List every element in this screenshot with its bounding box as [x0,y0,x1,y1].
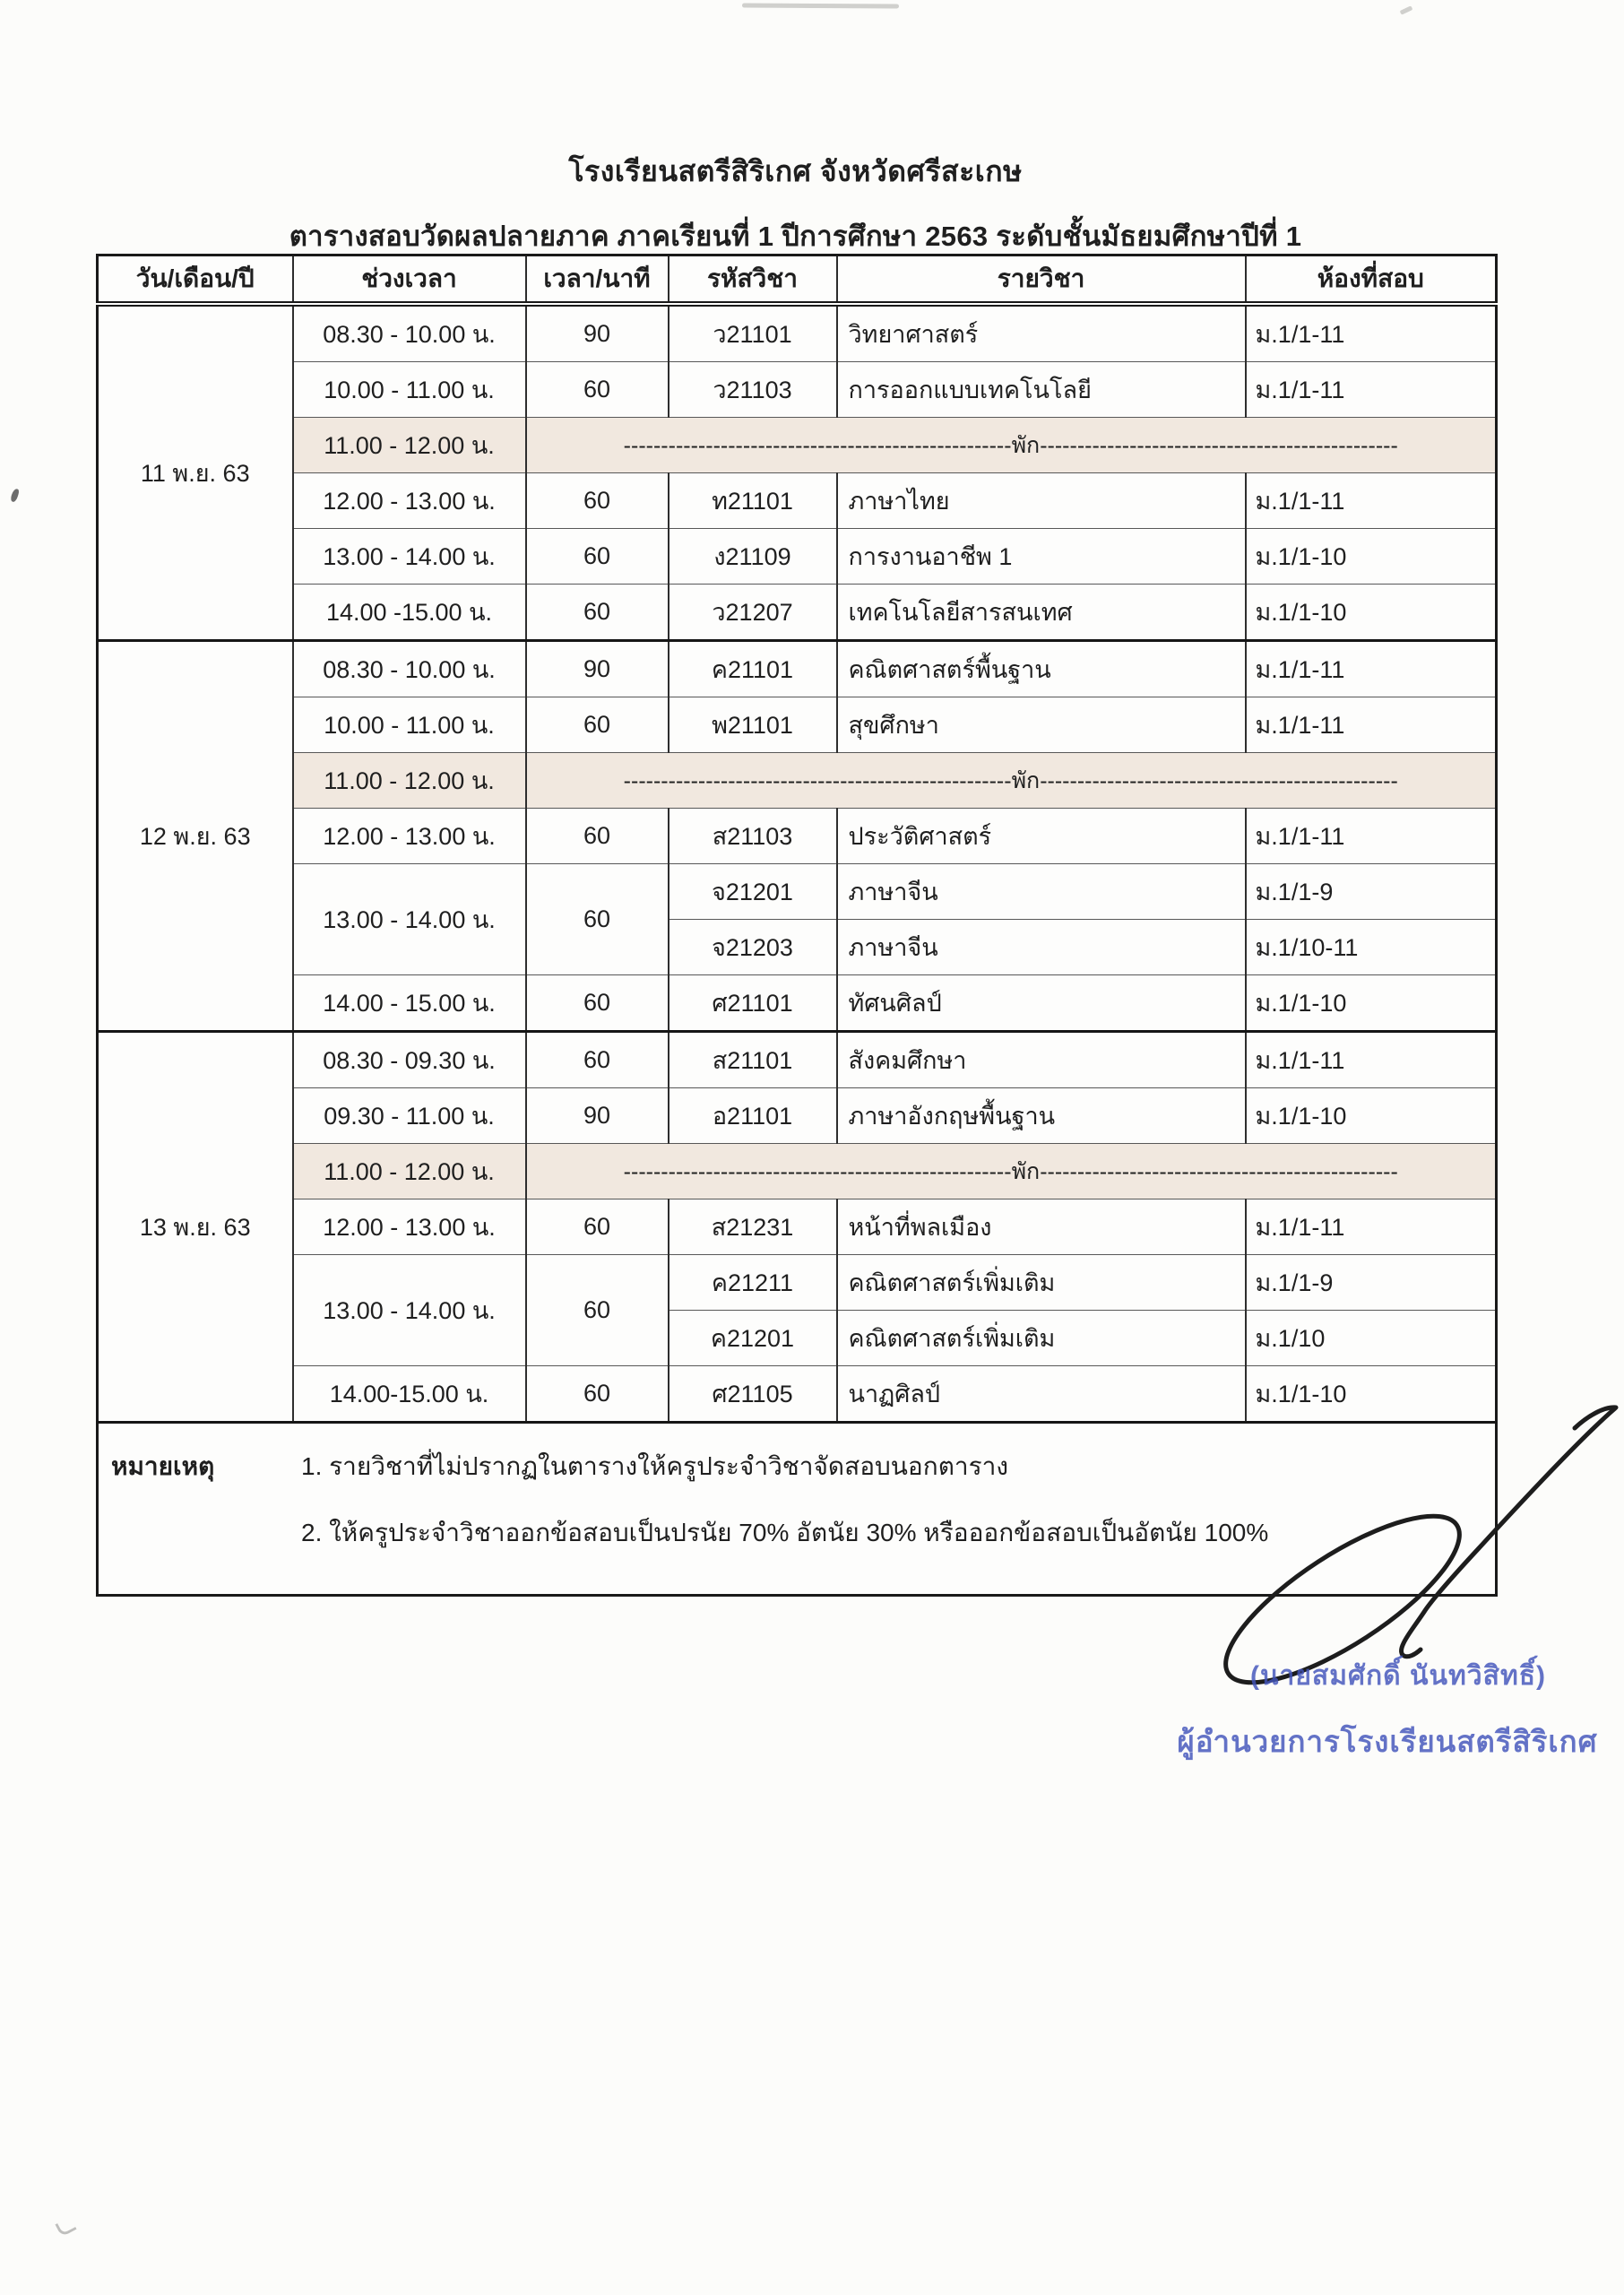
subject-name-cell: คณิตศาสตร์เพิ่มเติม [837,1311,1246,1366]
table-row [98,585,1497,641]
subject-code-cell: ค21201 [669,1311,837,1366]
subject-code-cell: ค21101 [669,641,837,697]
break-row [98,418,1497,473]
table-row [98,975,1497,1032]
note-item: 2. ให้ครูประจำวิชาออกข้อสอบเป็นปรนัย 70% อัตนัย 30% หรือออกข้อสอบเป็นอัตนัย 100% [301,1519,1269,1546]
header-row [98,255,1497,305]
time-cell: 14.00 - 15.00 น. [293,975,526,1032]
exam-room-cell: ม.1/1-11 [1246,1199,1497,1255]
subject-code-cell: จ21203 [669,920,837,975]
exam-room-cell: ม.1/1-10 [1246,529,1497,585]
subject-name-cell: การงานอาชีพ 1 [837,529,1246,585]
exam-room-cell: ม.1/1-11 [1246,641,1497,697]
header-exam-room: ห้องที่สอบ [1246,255,1497,305]
time-cell: 13.00 - 14.00 น. [293,864,526,975]
time-cell: 14.00 -15.00 น. [293,585,526,641]
scan-artifact [55,2216,76,2237]
header-date: วัน/เดือน/ปี [98,255,293,305]
subject-code-cell: จ21201 [669,864,837,920]
table-row [98,362,1497,418]
time-cell: 11.00 - 12.00 น. [293,418,526,473]
exam-room-cell: ม.1/1-11 [1246,809,1497,864]
subject-code-cell: ส21101 [669,1032,837,1088]
minutes-cell: 60 [526,1199,669,1255]
time-cell: 10.00 - 11.00 น. [293,697,526,753]
time-cell: 12.00 - 13.00 น. [293,809,526,864]
exam-room-cell: ม.1/1-11 [1246,697,1497,753]
subject-name-cell: ภาษาไทย [837,473,1246,529]
subject-name-cell: สังคมศึกษา [837,1032,1246,1088]
minutes-cell: 60 [526,362,669,418]
table-row [98,864,1497,920]
subject-name-cell: ภาษาจีน [837,920,1246,975]
subject-code-cell: ส21103 [669,809,837,864]
notes-row [98,1423,1497,1596]
director-title-stamp: ผู้อำนวยการโรงเรียนสตรีสิริเกศ [1177,1725,1598,1758]
header-minutes: เวลา/นาที [526,255,669,305]
break-cell: ----------------------------------------------------พัก------------------------------------------------ [526,753,1497,809]
minutes-cell: 60 [526,585,669,641]
subject-name-cell: วิทยาศาสตร์ [837,304,1246,362]
minutes-cell: 90 [526,641,669,697]
subject-name-cell: ทัศนศิลป์ [837,975,1246,1032]
break-cell: ----------------------------------------------------พัก------------------------------------------------ [526,418,1497,473]
break-cell: ----------------------------------------------------พัก------------------------------------------------ [526,1144,1497,1199]
table-row [98,1255,1497,1311]
table-row [98,529,1497,585]
exam-room-cell: ม.1/1-10 [1246,975,1497,1032]
subject-code-cell: ว21207 [669,585,837,641]
subject-code-cell: ท21101 [669,473,837,529]
minutes-cell: 60 [526,473,669,529]
time-cell: 13.00 - 14.00 น. [293,1255,526,1366]
time-cell: 10.00 - 11.00 น. [293,362,526,418]
subject-code-cell: ศ21101 [669,975,837,1032]
time-cell: 11.00 - 12.00 น. [293,1144,526,1199]
time-cell: 09.30 - 11.00 น. [293,1088,526,1144]
minutes-cell: 60 [526,697,669,753]
minutes-cell: 90 [526,304,669,362]
exam-room-cell: ม.1/10-11 [1246,920,1497,975]
subject-name-cell: คณิตศาสตร์พื้นฐาน [837,641,1246,697]
time-cell: 12.00 - 13.00 น. [293,1199,526,1255]
minutes-cell: 60 [526,529,669,585]
table-row [98,641,1497,697]
scan-artifact [10,488,20,502]
break-row [98,753,1497,809]
minutes-cell: 90 [526,1088,669,1144]
header-subject-name: รายวิชา [837,255,1246,305]
director-name-stamp: (นายสมศักดิ์ นันทวิสิทธิ์) [1249,1661,1547,1691]
date-cell: 12 พ.ย. 63 [98,641,293,1032]
scan-artifact [1400,5,1413,14]
subject-name-cell: การออกแบบเทคโนโลยี [837,362,1246,418]
exam-room-cell: ม.1/1-11 [1246,1032,1497,1088]
table-row [98,809,1497,864]
subject-name-cell: หน้าที่พลเมือง [837,1199,1246,1255]
table-row [98,697,1497,753]
exam-room-cell: ม.1/1-10 [1246,585,1497,641]
time-cell: 08.30 - 10.00 น. [293,304,526,362]
exam-room-cell: ม.1/1-11 [1246,362,1497,418]
table-row [98,1366,1497,1423]
exam-room-cell: ม.1/10 [1246,1311,1497,1366]
subject-code-cell: ง21109 [669,529,837,585]
subject-name-cell: คณิตศาสตร์เพิ่มเติม [837,1255,1246,1311]
table-row [98,1088,1497,1144]
minutes-cell: 60 [526,1255,669,1366]
exam-room-cell: ม.1/1-10 [1246,1088,1497,1144]
exam-room-cell: ม.1/1-9 [1246,864,1497,920]
subject-code-cell: พ21101 [669,697,837,753]
exam-schedule-table [96,254,1498,1597]
table-row [98,304,1497,362]
break-row [98,1144,1497,1199]
subject-code-cell: อ21101 [669,1088,837,1144]
notes-label: หมายเหตุ [111,1452,215,1480]
subject-code-cell: ค21211 [669,1255,837,1311]
subject-name-cell: สุขศึกษา [837,697,1246,753]
table-row [98,1199,1497,1255]
note-item: 1. รายวิชาที่ไม่ปรากฏในตารางให้ครูประจำวิชาจัดสอบนอกตาราง [301,1452,1009,1480]
time-cell: 13.00 - 14.00 น. [293,529,526,585]
notes-cell [98,1423,1497,1596]
header-time-range: ช่วงเวลา [293,255,526,305]
subject-name-cell: ภาษาจีน [837,864,1246,920]
subject-name-cell: นาฏศิลป์ [837,1366,1246,1423]
subject-name-cell: ประวัติศาสตร์ [837,809,1246,864]
subject-code-cell: ศ21105 [669,1366,837,1423]
subject-code-cell: ส21231 [669,1199,837,1255]
subject-code-cell: ว21101 [669,304,837,362]
subject-code-cell: ว21103 [669,362,837,418]
table-row [98,1032,1497,1088]
time-cell: 12.00 - 13.00 น. [293,473,526,529]
exam-room-cell: ม.1/1-10 [1246,1366,1497,1423]
minutes-cell: 60 [526,864,669,975]
table-row [98,473,1497,529]
date-cell: 11 พ.ย. 63 [98,304,293,641]
minutes-cell: 60 [526,1366,669,1423]
exam-schedule-subtitle: ตารางสอบวัดผลปลายภาค ภาคเรียนที่ 1 ปีการศึกษา 2563 ระดับชั้นมัธยมศึกษาปีที่ 1 [289,221,1302,252]
time-cell: 11.00 - 12.00 น. [293,753,526,809]
date-cell: 13 พ.ย. 63 [98,1032,293,1423]
subject-name-cell: ภาษาอังกฤษพื้นฐาน [837,1088,1246,1144]
time-cell: 08.30 - 09.30 น. [293,1032,526,1088]
minutes-cell: 60 [526,1032,669,1088]
time-cell: 08.30 - 10.00 น. [293,641,526,697]
subject-name-cell: เทคโนโลยีสารสนเทศ [837,585,1246,641]
exam-room-cell: ม.1/1-9 [1246,1255,1497,1311]
minutes-cell: 60 [526,809,669,864]
exam-room-cell: ม.1/1-11 [1246,473,1497,529]
school-title: โรงเรียนสตรีสิริเกศ จังหวัดศรีสะเกษ [568,155,1023,187]
scan-artifact [742,4,899,9]
header-subject-code: รหัสวิชา [669,255,837,305]
time-cell: 14.00-15.00 น. [293,1366,526,1423]
minutes-cell: 60 [526,975,669,1032]
exam-room-cell: ม.1/1-11 [1246,304,1497,362]
